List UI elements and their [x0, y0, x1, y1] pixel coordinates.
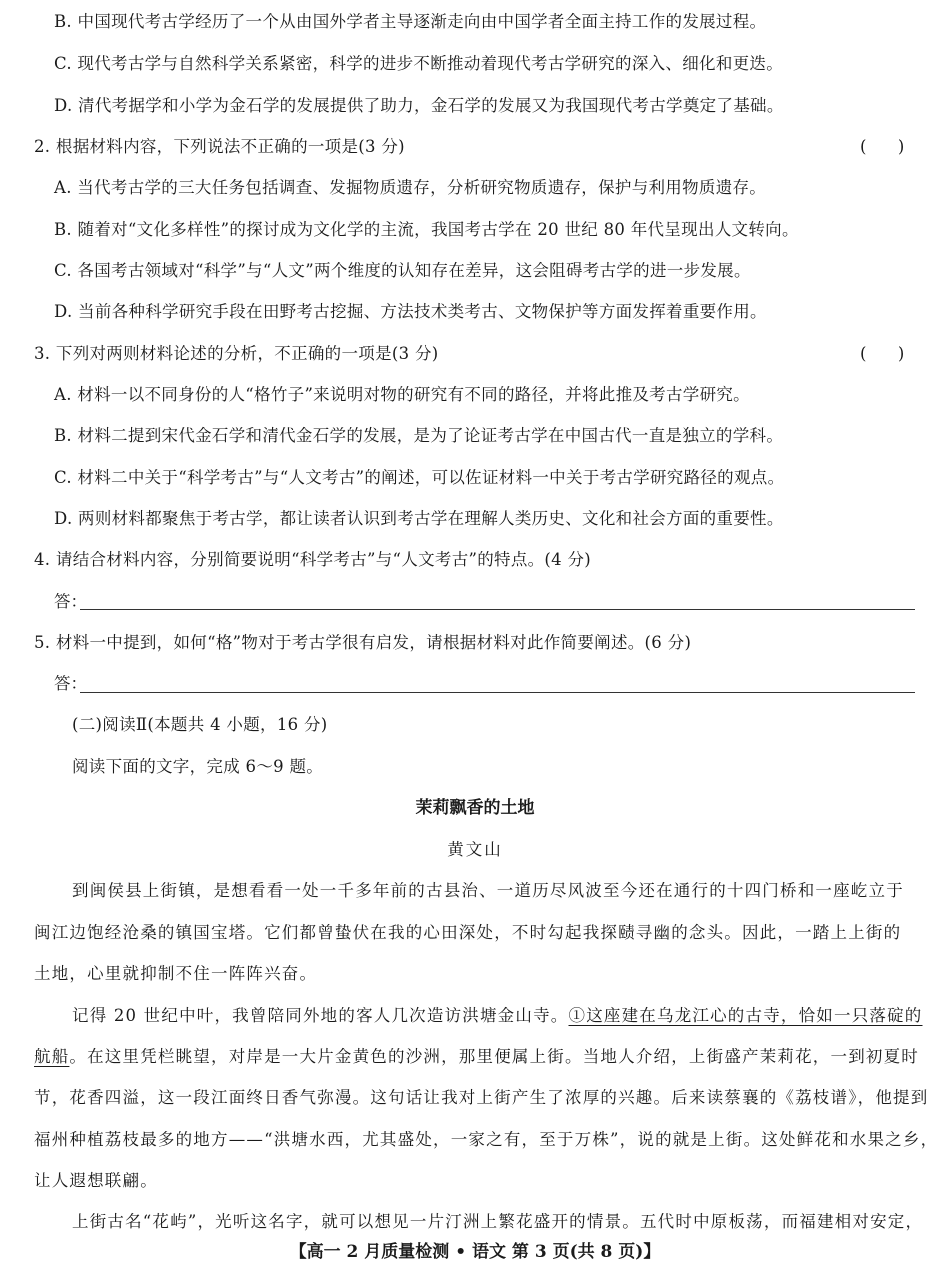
q5-stem: 5. 材料一中提到，如何“格”物对于考古学很有启发，请根据材料对此作简要阐述。(6 分) — [34, 633, 692, 652]
q3-option-d: D. 两则材料都聚焦于考古学，都让读者认识到考古学在理解人类历史、文化和社会方面的重要性。 — [54, 509, 784, 528]
q2-option-b: B. 随着对“文化多样性”的探讨成为文化学的主流，我国考古学在 20 世纪 80 年代呈现出人文转向。 — [54, 220, 799, 239]
q4-stem: 4. 请结合材料内容，分别简要说明“科学考古”与“人文考古”的特点。(4 分) — [34, 550, 592, 569]
paragraph-1-line-2: 闽江边饱经沧桑的镇国宝塔。它们都曾蛰伏在我的心田深处，不时勾起我探赜寻幽的念头。因此，一踏上上街的 — [34, 923, 902, 942]
paragraph-2-text: 记得 20 世纪中叶，我曾陪同外地的客人几次造访洪塘金山寺。 — [72, 1006, 569, 1025]
paragraph-3-line-1: 上街古名“花屿”，光听这名字，就可以想见一片汀洲上繁花盛开的情景。五代时中原板荡，而福建相对安定， — [72, 1212, 924, 1231]
q3-option-b: B. 材料二提到宋代金石学和清代金石学的发展，是为了论证考古学在中国古代一直是独立的学科。 — [54, 426, 784, 445]
page-footer: 【高一 2 月质量检测 • 语文 第 3 页(共 8 页)】 — [289, 1242, 661, 1262]
q3-stem: 3. 下列对两则材料论述的分析，不正确的一项是(3 分) — [34, 344, 439, 363]
q3-option-a: A. 材料一以不同身份的人“格竹子”来说明对物的研究有不同的路径，并将此推及考古学研究。 — [54, 385, 750, 404]
q2-option-d: D. 当前各种科学研究手段在田野考古挖掘、方法技术类考古、文物保护等方面发挥着重要作用。 — [54, 302, 767, 321]
q5-answer-line[interactable] — [80, 692, 915, 693]
paragraph-2-line-3: 节，花香四溢，这一段江面终日香气弥漫。这句话让我对上街产生了浓厚的兴趣。后来读蔡襄的《荔枝谱》，他提到 — [34, 1088, 929, 1107]
q1-option-b: B. 中国现代考古学经历了一个从由国外学者主导逐渐走向由中国学者全面主持工作的发展过程。 — [54, 12, 767, 31]
paragraph-1-line-1: 到闽侯县上街镇，是想看看一处一千多年前的古县治、一道历尽风波至今还在通行的十四门桥和一座屹立于 — [72, 881, 904, 900]
paragraph-2-line-4: 福州种植荔枝最多的地方——“洪塘水西，尤其盛处，一家之有，至于万株”，说的就是上街。这处鲜花和水果之乡， — [34, 1130, 939, 1149]
section-instruction: 阅读下面的文字，完成 6～9 题。 — [72, 757, 324, 776]
paragraph-2-text-cont: 。在这里凭栏眺望，对岸是一大片金黄色的沙洲，那里便属上街。当地人介绍，上街盛产茉莉花，一到初夏时 — [69, 1047, 920, 1066]
underlined-sentence-1-end: 航船 — [34, 1047, 70, 1066]
paragraph-1-line-3: 土地，心里就抑制不住一阵阵兴奋。 — [34, 964, 318, 983]
q2-answer-bracket: ( ) — [860, 137, 905, 156]
q3-option-c: C. 材料二中关于“科学考古”与“人文考古”的阐述，可以佐证材料一中关于考古学研究路径的观点。 — [54, 468, 785, 487]
article-author: 黄文山 — [447, 840, 503, 859]
q4-answer-line[interactable] — [80, 609, 915, 610]
q1-option-d: D. 清代考据学和小学为金石学的发展提供了助力，金石学的发展又为我国现代考古学奠定了基础。 — [54, 96, 784, 115]
paragraph-2-line-2 — [34, 1045, 919, 1069]
q3-answer-bracket: ( ) — [860, 344, 905, 363]
q4-answer-label: 答： — [54, 592, 87, 611]
underlined-sentence-1: ①这座建在乌龙江心的古寺，恰如一只落碇的 — [568, 1006, 923, 1025]
paragraph-2-line-1 — [72, 1004, 923, 1028]
q5-answer-label: 答： — [54, 674, 87, 693]
q1-option-c: C. 现代考古学与自然科学关系紧密，科学的进步不断推动着现代考古学研究的深入、细化和更迭。 — [54, 54, 784, 73]
q2-stem: 2. 根据材料内容，下列说法不正确的一项是(3 分) — [34, 137, 405, 156]
article-title: 茉莉飘香的土地 — [415, 798, 535, 818]
q2-option-a: A. 当代考古学的三大任务包括调查、发掘物质遗存，分析研究物质遗存，保护与利用物质遗存。 — [54, 178, 767, 197]
paragraph-2-line-5: 让人遐想联翩。 — [34, 1171, 158, 1190]
q2-option-c: C. 各国考古领域对“科学”与“人文”两个维度的认知存在差异，这会阻碍考古学的进一步发展。 — [54, 261, 751, 280]
section-heading: (二)阅读Ⅱ(本题共 4 小题，16 分) — [72, 715, 328, 734]
